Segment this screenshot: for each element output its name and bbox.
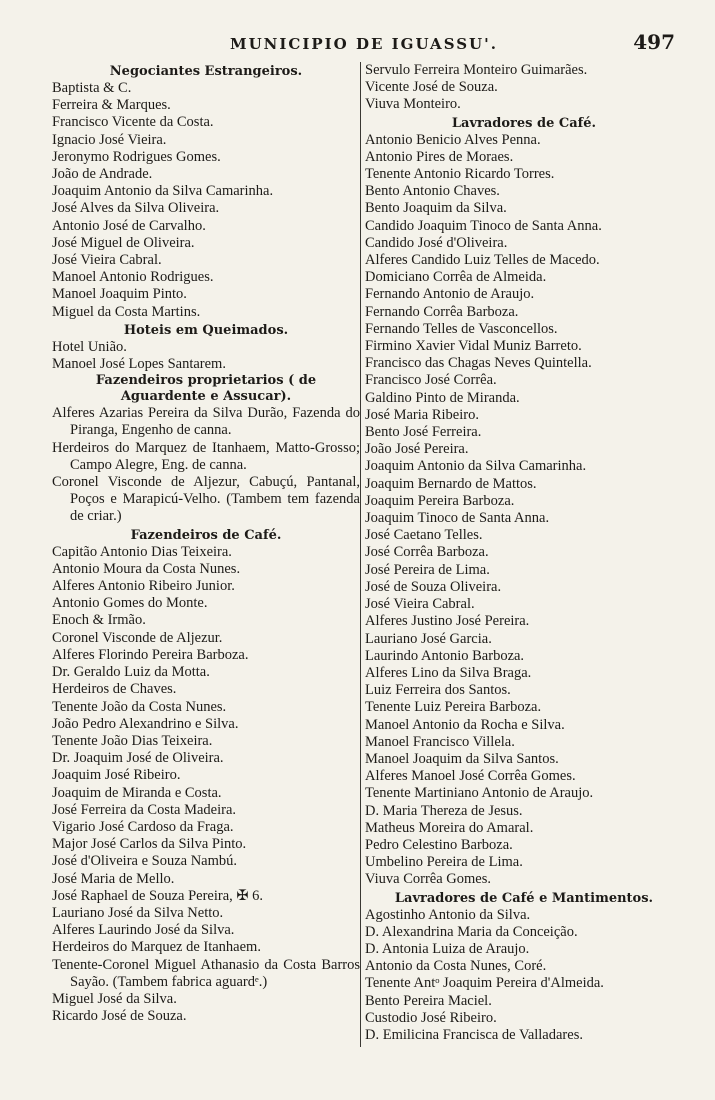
list-item: Joaquim Antonio da Silva Camarinha. — [365, 458, 587, 475]
list-item: Vigario José Cardoso da Fraga. — [52, 818, 234, 835]
list-item: Lauriano José Garcia. — [365, 630, 492, 647]
list-item: Manoel Joaquim Pinto. — [52, 286, 187, 303]
list-item: Joaquim Bernardo de Mattos. — [365, 475, 537, 492]
list-item: Dr. Joaquim José de Oliveira. — [52, 750, 224, 767]
list-item: Alferes Justino José Pereira. — [365, 613, 530, 630]
section-list — [52, 544, 360, 1026]
column-divider — [360, 62, 361, 1047]
list-item: Joaquim Antonio da Silva Camarinha. — [52, 183, 274, 200]
section-list — [365, 132, 683, 889]
page-header — [230, 30, 675, 54]
list-item: Fernando Telles de Vasconcellos. — [365, 320, 558, 337]
list-item: Alferes Azarias Pereira da Silva Durão, Fazenda do Piranga, Engenho de canna. — [52, 405, 360, 439]
list-item: José de Souza Oliveira. — [365, 578, 502, 595]
list-item: Viuva Monteiro. — [365, 96, 461, 113]
page-title: MUNICIPIO DE IGUASSU'. — [230, 35, 498, 53]
list-item: José Vieira Cabral. — [365, 596, 475, 613]
right-column — [365, 62, 683, 1044]
list-item: Ignacio José Vieira. — [52, 131, 167, 148]
list-item: José Maria de Mello. — [52, 870, 175, 887]
list-item: Manoel Francisco Villela. — [365, 733, 515, 750]
list-item: Herdeiros do Marquez de Itanhaem, Matto-Grosso; Campo Alegre, Eng. de canna. — [52, 439, 360, 473]
section-heading: Hoteis em Queimados. — [123, 322, 289, 338]
list-item: Fernando Corrêa Barboza. — [365, 303, 519, 320]
list-item: Herdeiros do Marquez de Itanhaem. — [52, 939, 261, 956]
list-item: Alferes Florindo Pereira Barboza. — [52, 646, 249, 663]
list-item: José Ferreira da Costa Madeira. — [52, 801, 237, 818]
list-item: Tenente Luiz Pereira Barboza. — [365, 699, 542, 716]
list-item: José Corrêa Barboza. — [365, 544, 489, 561]
list-item: José Alves da Silva Oliveira. — [52, 200, 220, 217]
section-heading: Lavradores de Café. — [451, 115, 597, 131]
list-item: Candido José d'Oliveira. — [365, 234, 508, 251]
list-item: João Pedro Alexandrino e Silva. — [52, 715, 239, 732]
list-item: Laurindo Antonio Barboza. — [365, 647, 525, 664]
list-item: Domiciano Corrêa de Almeida. — [365, 269, 547, 286]
list-item: João de Andrade. — [52, 166, 153, 183]
list-item: Tenente-Coronel Miguel Athanasio da Costa Barros Sayão. (Tambem fabrica aguardᵉ.) — [52, 956, 360, 990]
list-item: José Maria Ribeiro. — [365, 406, 479, 423]
list-item: Joaquim de Miranda e Costa. — [52, 784, 222, 801]
section-heading: Fazendeiros proprietarios ( de Aguardente e Assucar). — [95, 373, 317, 405]
list-item: Coronel Visconde de Aljezur. — [52, 629, 223, 646]
list-item: Francisco José Corrêa. — [365, 372, 497, 389]
list-item: Jeronymo Rodrigues Gomes. — [52, 148, 221, 165]
section-list — [365, 62, 683, 114]
list-item: Lauriano José da Silva Netto. — [52, 904, 224, 921]
list-item: Viuva Corrêa Gomes. — [365, 871, 491, 888]
list-item: Enoch & Irmão. — [52, 612, 146, 629]
section-list — [52, 339, 360, 373]
list-item: Coronel Visconde de Aljezur, Cabuçú, Pantanal, Poços e Marapicú-Velho. (Tambem tem fazenda de criar.) — [52, 474, 360, 525]
section-list — [52, 405, 360, 525]
list-item: Bento Pereira Maciel. — [365, 992, 492, 1009]
list-item: Tenente João da Costa Nunes. — [52, 698, 227, 715]
list-item: Tenente João Dias Teixeira. — [52, 732, 213, 749]
list-item: Miguel da Costa Martins. — [52, 303, 201, 320]
list-item: D. Antonia Luiza de Araujo. — [365, 940, 530, 957]
list-item: Bento Antonio Chaves. — [365, 183, 500, 200]
list-item: Manoel José Lopes Santarem. — [52, 356, 226, 373]
list-item: Antonio José de Carvalho. — [52, 217, 206, 234]
list-item: Vicente José de Souza. — [365, 79, 498, 96]
list-item: Candido Joaquim Tinoco de Santa Anna. — [365, 217, 602, 234]
list-item: Fernando Antonio de Araujo. — [365, 286, 535, 303]
list-item: Custodio José Ribeiro. — [365, 1009, 497, 1026]
list-item: D. Alexandrina Maria da Conceição. — [365, 923, 578, 940]
list-item: José Pereira de Lima. — [365, 561, 490, 578]
section-list — [52, 80, 360, 321]
list-item: Luiz Ferreira dos Santos. — [365, 682, 511, 699]
list-item: Miguel José da Silva. — [52, 990, 177, 1007]
list-item: Joaquim José Ribeiro. — [52, 767, 181, 784]
list-item: Manoel Antonio Rodrigues. — [52, 269, 214, 286]
section-list — [365, 907, 683, 1045]
list-item: Antonio Benicio Alves Penna. — [365, 131, 541, 148]
left-column — [52, 62, 360, 1025]
list-item: Francisco das Chagas Neves Quintella. — [365, 355, 592, 372]
list-item: Agostinho Antonio da Silva. — [365, 906, 531, 923]
list-item: Antonio Gomes do Monte. — [52, 595, 208, 612]
list-item: José Miguel de Oliveira. — [52, 234, 195, 251]
list-item: Alferes Laurindo José da Silva. — [52, 922, 235, 939]
list-item: Firmino Xavier Vidal Muniz Barreto. — [365, 338, 582, 355]
list-item: Francisco Vicente da Costa. — [52, 114, 214, 131]
list-item: Tenente Antᵒ Joaquim Pereira d'Almeida. — [365, 975, 604, 992]
list-item: Alferes Antonio Ribeiro Junior. — [52, 578, 235, 595]
page-number: 497 — [633, 30, 675, 54]
list-item: Alferes Lino da Silva Braga. — [365, 664, 532, 681]
list-item: Ferreira & Marques. — [52, 97, 171, 114]
list-item: Joaquim Pereira Barboza. — [365, 492, 515, 509]
list-item: José Raphael de Souza Pereira, ✠ 6. — [52, 887, 264, 904]
list-item: Servulo Ferreira Monteiro Guimarães. — [365, 62, 588, 78]
list-item: Hotel União. — [52, 338, 127, 355]
list-item: Baptista & C. — [52, 80, 132, 96]
list-item: Umbelino Pereira de Lima. — [365, 854, 523, 871]
list-item: Herdeiros de Chaves. — [52, 681, 177, 698]
list-item: Ricardo José de Souza. — [52, 1008, 187, 1025]
list-item: Dr. Geraldo Luiz da Motta. — [52, 664, 210, 681]
list-item: Galdino Pinto de Miranda. — [365, 389, 520, 406]
list-item: Bento Joaquim da Silva. — [365, 200, 507, 217]
section-heading: Negociantes Estrangeiros. — [109, 64, 303, 79]
list-item: D. Emilicina Francisca de Valladares. — [365, 1026, 583, 1043]
list-item: Pedro Celestino Barboza. — [365, 836, 513, 853]
list-item: João José Pereira. — [365, 441, 469, 458]
list-item: Matheus Moreira do Amaral. — [365, 819, 534, 836]
list-item: Capitão Antonio Dias Teixeira. — [52, 543, 232, 560]
list-item: Tenente Antonio Ricardo Torres. — [365, 166, 555, 183]
list-item: Antonio Pires de Moraes. — [365, 148, 514, 165]
list-item: José Caetano Telles. — [365, 527, 483, 544]
list-item: Antonio da Costa Nunes, Coré. — [365, 958, 547, 975]
list-item: Antonio Moura da Costa Nunes. — [52, 560, 241, 577]
list-item: Alferes Manoel José Corrêa Gomes. — [365, 768, 576, 785]
section-heading: Fazendeiros de Café. — [130, 527, 282, 543]
list-item: D. Maria Thereza de Jesus. — [365, 802, 523, 819]
list-item: José Vieira Cabral. — [52, 252, 162, 269]
list-item: Alferes Candido Luiz Telles de Macedo. — [365, 252, 600, 269]
list-item: Manoel Joaquim da Silva Santos. — [365, 750, 559, 767]
list-item: Joaquim Tinoco de Santa Anna. — [365, 510, 550, 527]
list-item: Manoel Antonio da Rocha e Silva. — [365, 716, 565, 733]
list-item: José d'Oliveira e Souza Nambú. — [52, 853, 238, 870]
list-item: Tenente Martiniano Antonio de Araujo. — [365, 785, 594, 802]
list-item: Major José Carlos da Silva Pinto. — [52, 836, 247, 853]
section-heading: Lavradores de Café e Mantimentos. — [394, 890, 654, 906]
list-item: Bento José Ferreira. — [365, 424, 482, 441]
